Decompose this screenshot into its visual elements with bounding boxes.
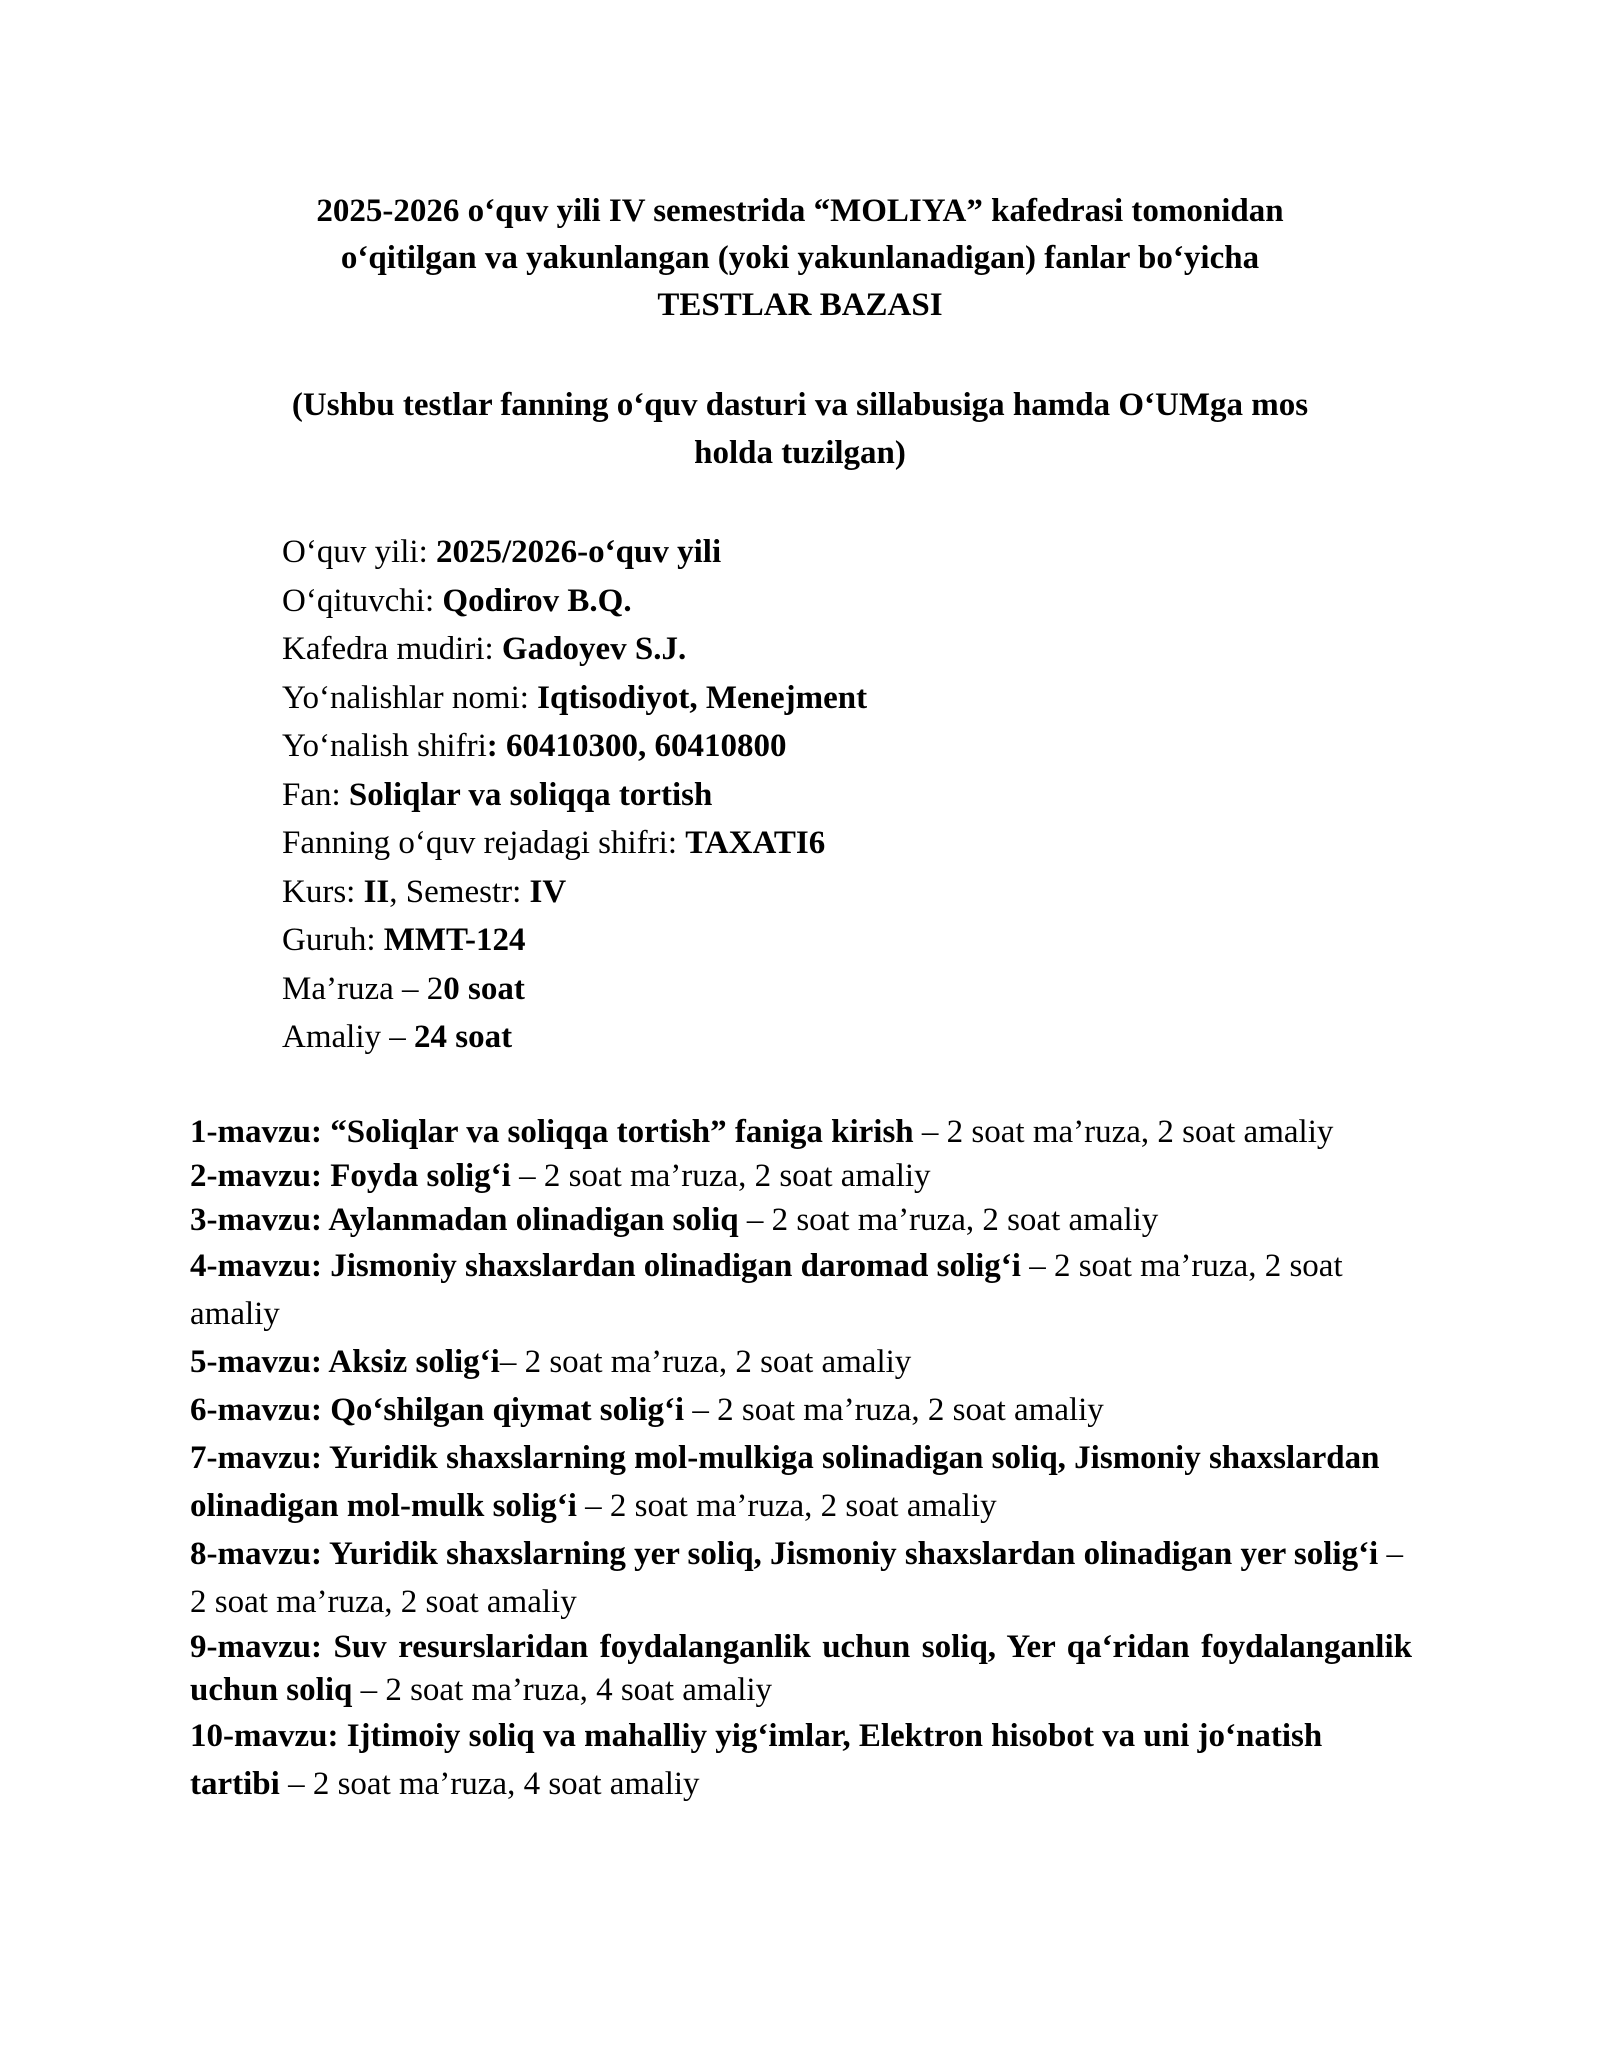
topic-title: 5-mavzu: Aksiz solig‘i [190, 1344, 500, 1380]
title-line-3: TESTLAR BAZASI [657, 287, 943, 323]
topic-title: 1-mavzu: “Soliqlar va soliqqa tortish” faniga kirish [190, 1114, 914, 1150]
document-subtitle [190, 381, 1410, 477]
info-row-oquv-yili [282, 528, 867, 577]
info-label: Amaliy – [282, 1019, 414, 1055]
info-row-amaliy [282, 1013, 867, 1062]
topic-title: 6-mavzu: Qo‘shilgan qiymat solig‘i [190, 1392, 685, 1428]
topic-item [190, 1338, 1412, 1386]
topic-item [190, 1434, 1412, 1530]
info-row-oqituvchi [282, 577, 867, 626]
info-value: 24 soat [413, 1019, 513, 1055]
topic-title: 7-mavzu: Yuridik shaxslarning mol-mulkiga solinadigan soliq, Jismoniy shaxslardan olinadigan mol-mulk solig‘i [190, 1440, 1380, 1524]
topic-title: 2-mavzu: Foyda solig‘i [190, 1158, 511, 1194]
info-value: : 60410300, 60410800 [486, 728, 787, 764]
info-label: Kafedra mudiri: [282, 631, 502, 667]
topic-hours: – 2 soat ma’ruza, 2 soat amaliy [576, 1488, 997, 1524]
info-row-fan-shifri [282, 819, 867, 868]
title-line-2: o‘qitilgan va yakunlangan (yoki yakunlanadigan) fanlar bo‘yicha [340, 240, 1260, 276]
info-value: Soliqlar va soliqqa tortish [348, 776, 713, 813]
course-info-block [282, 528, 867, 1062]
info-value: IV [529, 873, 567, 910]
info-label: Fanning o‘quv rejadagi shifri: [282, 825, 686, 861]
info-value: Iqtisodiyot, Menejment [537, 679, 868, 716]
info-row-guruh [282, 916, 867, 965]
info-row-kurs-semestr [282, 868, 867, 917]
topic-hours: – 2 soat ma’ruza, 2 soat amaliy [913, 1114, 1334, 1150]
topic-hours: – 2 soat ma’ruza, 2 soat amaliy [499, 1344, 912, 1380]
subtitle-line-1: (Ushbu testlar fanning o‘quv dasturi va sillabusiga hamda O‘UMga mos [291, 387, 1309, 423]
info-row-maruza [282, 965, 867, 1014]
info-value: MMT-124 [383, 922, 526, 958]
topic-hours: – 2 soat ma’ruza, 4 soat amaliy [352, 1672, 773, 1708]
info-label: O‘qituvchi: [282, 582, 443, 619]
topic-item [190, 1242, 1412, 1338]
topic-hours: – 2 soat ma’ruza, 2 soat amaliy [738, 1202, 1159, 1238]
info-label: , Semestr: [389, 873, 530, 910]
info-value: TAXATI6 [685, 825, 826, 861]
info-row-fan [282, 771, 867, 820]
topic-item [190, 1198, 1412, 1242]
info-value: 0 soat [443, 970, 525, 1007]
info-row-yonalish-shifri [282, 722, 867, 771]
topic-item [190, 1154, 1412, 1198]
topic-hours: – 2 soat ma’ruza, 2 soat amaliy [190, 1536, 1403, 1620]
info-label: Guruh: [282, 922, 384, 958]
topic-hours: – 2 soat ma’ruza, 2 soat amaliy [510, 1158, 931, 1194]
topic-title: 9-mavzu: Suv resurslaridan foydalanganlik uchun soliq, Yer qa‘ridan foydalanganlik uchun soliq [190, 1629, 1412, 1708]
info-label: Yo‘nalish shifri [282, 728, 487, 764]
info-label: Ma’ruza – 2 [282, 970, 444, 1007]
info-row-yonalishlar-nomi [282, 674, 867, 723]
info-value: 2025/2026-o‘quv yili [436, 534, 722, 570]
topic-title: 8-mavzu: Yuridik shaxslarning yer soliq, Jismoniy shaxslardan olinadigan yer solig‘i [190, 1536, 1379, 1572]
topics-list [190, 1110, 1412, 1808]
info-label: Fan: [282, 776, 349, 813]
topic-item [190, 1110, 1412, 1154]
topic-item [190, 1712, 1412, 1808]
topic-hours: – 2 soat ma’ruza, 2 soat amaliy [684, 1392, 1104, 1428]
info-value: Qodirov B.Q. [442, 582, 632, 619]
topic-title: 4-mavzu: Jismoniy shaxslardan olinadigan daromad solig‘i [190, 1248, 1021, 1284]
info-value: Gadoyev S.J. [501, 631, 687, 667]
topic-item [190, 1386, 1412, 1434]
subtitle-line-2: holda tuzilgan) [694, 435, 906, 471]
topic-item [190, 1626, 1412, 1712]
title-line-1: 2025-2026 o‘quv yili IV semestrida “MOLIYA” kafedrasi tomonidan [316, 193, 1284, 229]
document-title [190, 188, 1410, 329]
info-row-kafedra-mudiri [282, 625, 867, 674]
topic-hours: – 2 soat ma’ruza, 2 soat amaliy [190, 1248, 1343, 1332]
topic-title: 10-mavzu: Ijtimoiy soliq va mahalliy yig‘imlar, Elektron hisobot va uni jo‘natish tartibi [190, 1718, 1323, 1802]
topic-hours: – 2 soat ma’ruza, 4 soat amaliy [279, 1766, 700, 1802]
info-label: O‘quv yili: [282, 534, 436, 570]
topic-item [190, 1530, 1412, 1626]
info-label: Yo‘nalishlar nomi: [282, 679, 538, 716]
info-label: Kurs: [282, 873, 364, 910]
topic-title: 3-mavzu: Aylanmadan olinadigan soliq [190, 1202, 739, 1238]
info-value: II [363, 873, 390, 910]
